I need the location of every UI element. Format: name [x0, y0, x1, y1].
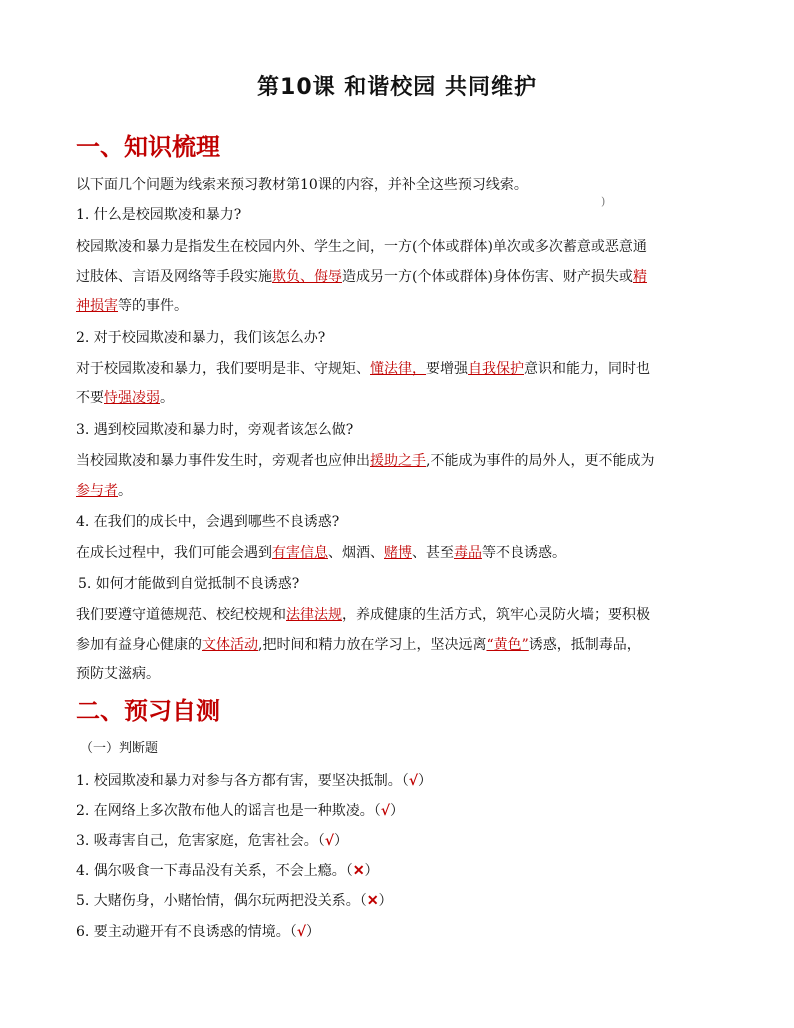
answer-1-text: 造成另一方(个体或群体)身体伤害、财产损失或: [342, 269, 633, 285]
judgment-bracket: ）: [418, 773, 433, 789]
fill-in-answer: 援助之手: [370, 453, 426, 469]
judgment-item: [76, 857, 721, 886]
fill-in-answer: 恃强凌弱: [104, 390, 160, 406]
check-mark-icon: √: [380, 803, 391, 819]
judgment-item: [76, 918, 721, 947]
stray-paren: ): [601, 195, 606, 208]
answer-5-text: 诱惑，抵制毒品，: [528, 637, 641, 653]
judgment-bracket: ）: [334, 833, 349, 849]
answer-2-text: 意识和能力，同时也: [524, 361, 650, 377]
fill-in-answer: 自我保护: [468, 361, 524, 377]
answer-4-text: 等不良诱惑。: [482, 545, 566, 561]
judgment-bracket: ）: [364, 863, 379, 879]
fill-in-answer: 法律法规: [286, 607, 342, 623]
answer-3-text: 当校园欺凌和暴力事件发生时，旁观者也应伸出: [76, 453, 370, 469]
answer-4-text: 在成长过程中，我们可能会遇到: [76, 545, 272, 561]
section-heading-self-test: 二、预习自测: [76, 697, 220, 725]
answer-5-text: ，养成健康的生活方式，筑牢心灵防火墙；要积极: [342, 607, 650, 623]
fill-in-answer: 文体活动: [202, 637, 258, 653]
answer-4-text: 、甚至: [412, 545, 454, 561]
cross-mark-icon: ✕: [352, 863, 365, 879]
fill-in-answer: “黄色”: [486, 637, 529, 653]
fill-in-answer: 神损害: [76, 298, 118, 314]
check-mark-icon: √: [296, 924, 307, 940]
answer-2-line-2: [76, 384, 721, 413]
answer-3-text: 。: [118, 483, 132, 499]
answer-5-line-3: 预防艾滋病。: [76, 666, 160, 682]
judgment-statement: 5. 大赌伤身，小赌怡情，偶尔玩两把没关系。（: [76, 893, 367, 909]
judgment-item: [76, 797, 721, 826]
judgment-item: [76, 767, 721, 796]
question-1: 1. 什么是校园欺凌和暴力?: [76, 207, 242, 223]
judgment-statement: 6. 要主动避开有不良诱惑的情境。（: [76, 924, 297, 940]
answer-1-text: 过肢体、言语及网络等手段实施: [76, 269, 272, 285]
answer-1-line-1: 校园欺凌和暴力是指发生在校园内外、学生之间，一方(个体或群体)单次或多次蓄意或恶意通: [76, 239, 647, 255]
check-mark-icon: √: [408, 773, 419, 789]
answer-5-line-2: [76, 631, 721, 660]
lesson-title: 第10课 和谐校园 共同维护: [257, 75, 537, 100]
fill-in-answer: 精: [632, 269, 647, 285]
intro-text: 以下面几个问题为线索来预习教材第10课的内容，并补全这些预习线索。: [76, 177, 528, 193]
question-3: 3. 遇到校园欺凌和暴力时，旁观者该怎么做?: [76, 422, 354, 438]
cross-mark-icon: ✕: [366, 893, 379, 909]
question-2: 2. 对于校园欺凌和暴力，我们该怎么办?: [76, 330, 326, 346]
question-5: 5. 如何才能做到自觉抵制不良诱惑?: [78, 576, 300, 592]
answer-3-line-1: [76, 447, 721, 476]
answer-2-text: 对于校园欺凌和暴力，我们要明是非、守规矩、: [76, 361, 370, 377]
judgment-heading: （一）判断题: [80, 741, 159, 756]
judgment-statement: 3. 吸毒害自己，危害家庭，危害社会。（: [76, 833, 325, 849]
answer-4-text: 、烟酒、: [328, 545, 384, 561]
answer-2-text: 不要: [76, 390, 104, 406]
answer-5-text: 我们要遵守道德规范、校纪校规和: [76, 607, 286, 623]
judgment-item: [76, 827, 721, 856]
check-mark-icon: √: [324, 833, 335, 849]
answer-3-text: ,不能成为事件的局外人，更不能成为: [426, 453, 655, 469]
judgment-item: [76, 887, 721, 916]
judgment-bracket: ）: [378, 893, 393, 909]
fill-in-answer: 懂法律，: [370, 361, 426, 377]
answer-4-line-1: [76, 539, 721, 568]
answer-1-line-2: [76, 263, 721, 292]
question-4: 4. 在我们的成长中，会遇到哪些不良诱惑?: [76, 514, 340, 530]
fill-in-answer: 毒品: [454, 545, 482, 561]
section-heading-knowledge: 一、知识梳理: [76, 133, 220, 161]
judgment-bracket: ）: [306, 924, 321, 940]
fill-in-answer: 欺负、侮辱: [272, 269, 342, 285]
fill-in-answer: 赌博: [384, 545, 412, 561]
judgment-bracket: ）: [390, 803, 405, 819]
judgment-statement: 4. 偶尔吸食一下毒品没有关系，不会上瘾。（: [76, 863, 353, 879]
answer-5-text: ,把时间和精力放在学习上，坚决远离: [258, 637, 487, 653]
answer-1-line-3: [76, 292, 721, 321]
answer-2-line-1: [76, 355, 721, 384]
answer-2-text: 要增强: [426, 361, 468, 377]
answer-3-line-2: [76, 477, 721, 506]
fill-in-answer: 有害信息: [272, 545, 328, 561]
answer-5-text: 参加有益身心健康的: [76, 637, 202, 653]
fill-in-answer: 参与者: [76, 483, 118, 499]
answer-2-text: 。: [160, 390, 174, 406]
judgment-statement: 1. 校园欺凌和暴力对参与各方都有害，要坚决抵制。（: [76, 773, 409, 789]
answer-5-line-1: [76, 601, 721, 630]
judgment-statement: 2. 在网络上多次散布他人的谣言也是一种欺凌。（: [76, 803, 381, 819]
answer-1-text: 等的事件。: [118, 298, 188, 314]
